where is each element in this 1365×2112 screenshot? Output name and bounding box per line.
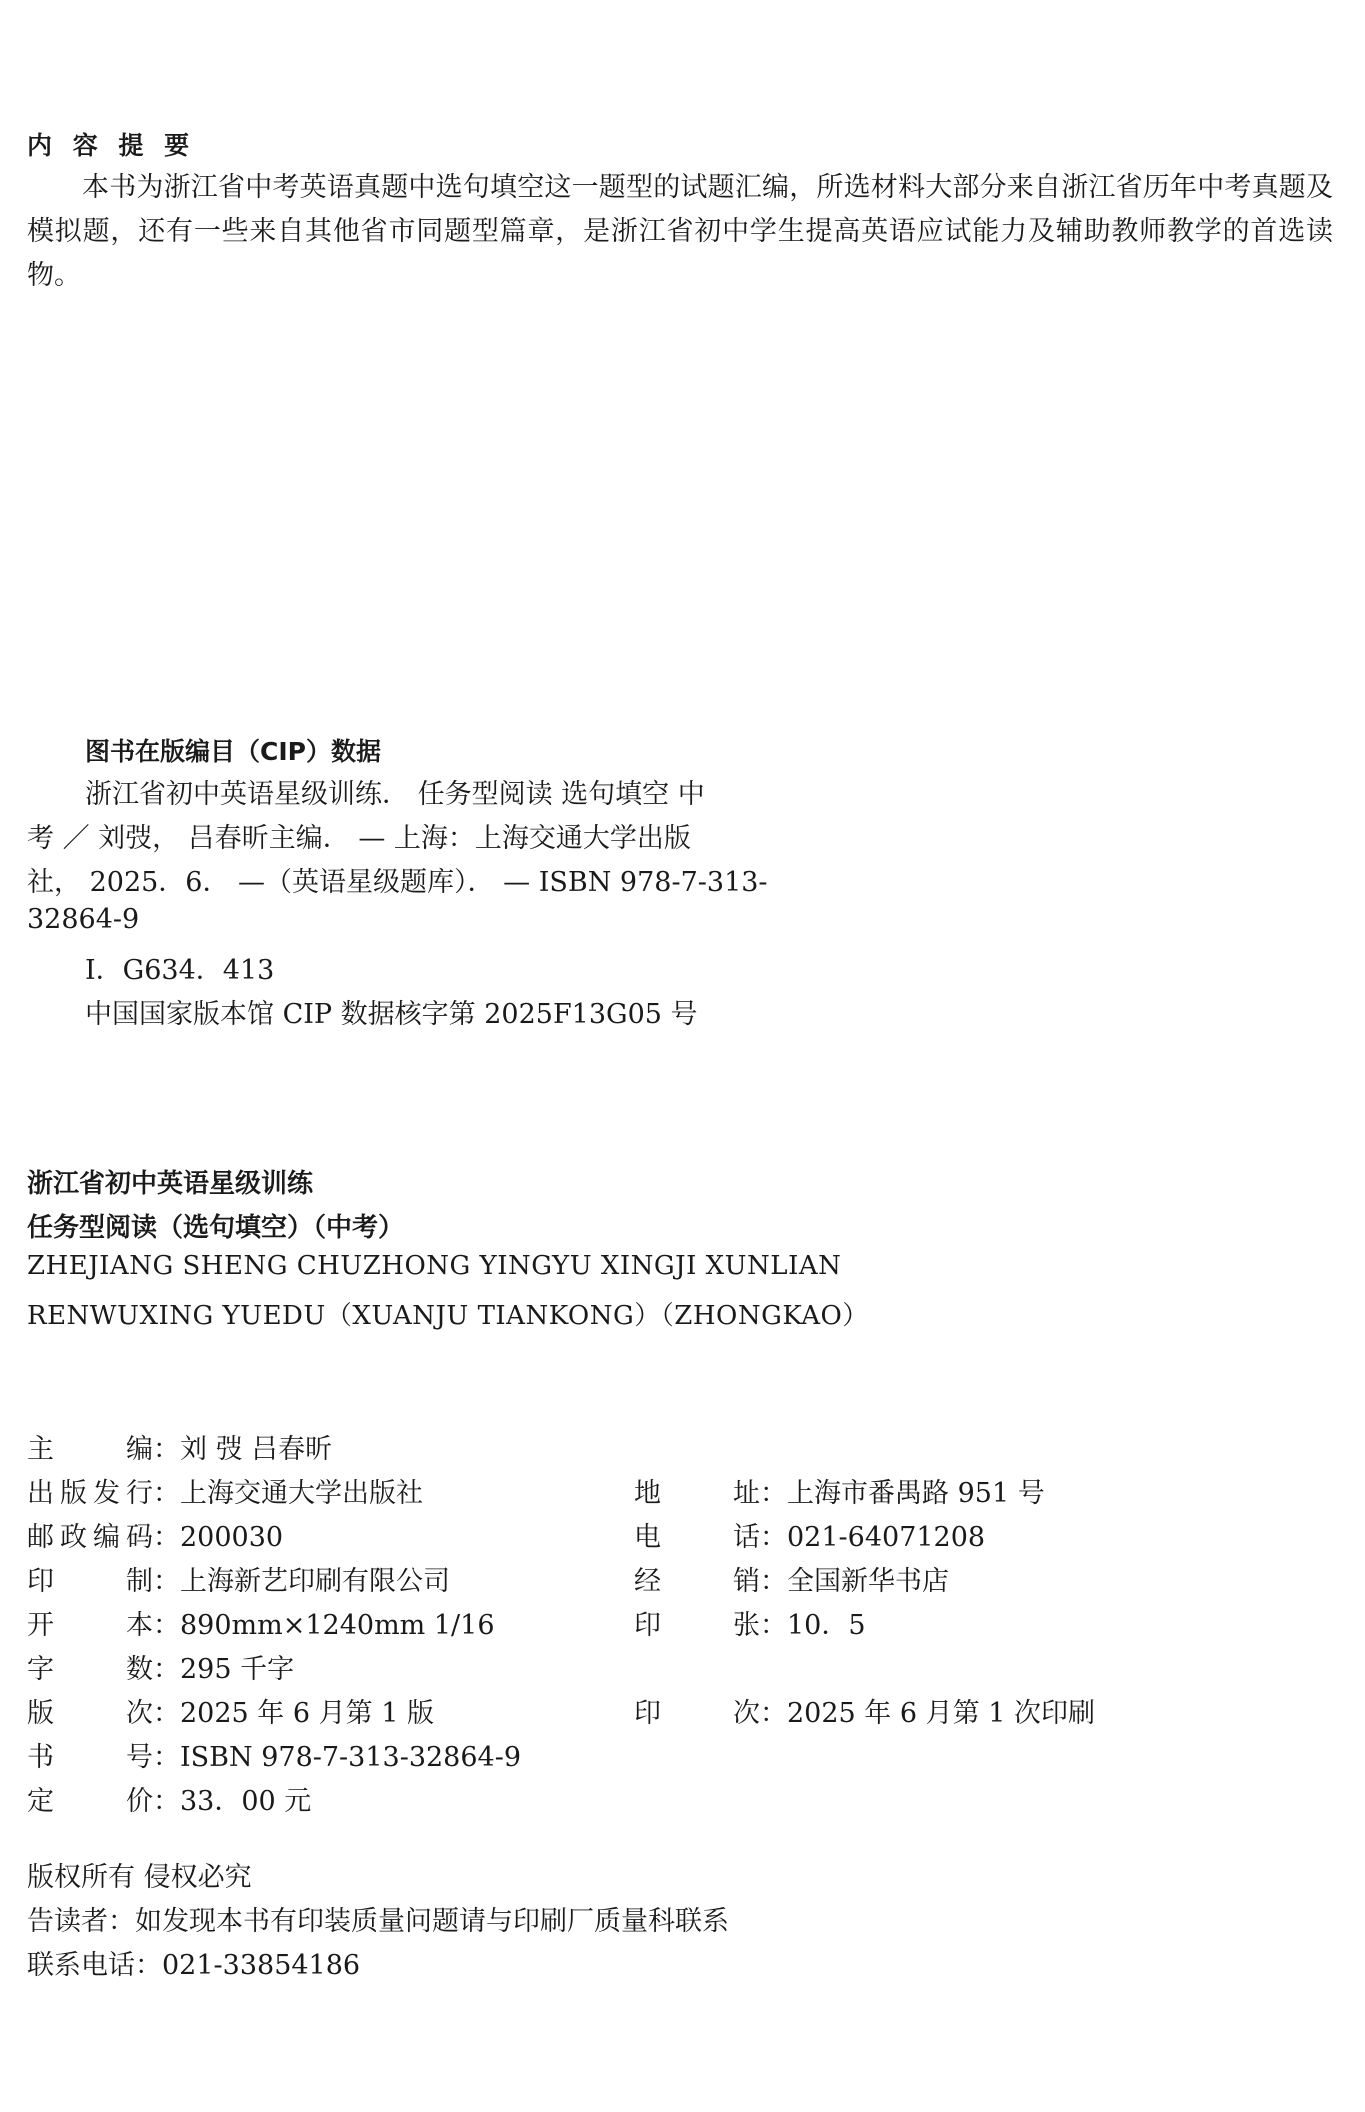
pub-value: 上海市番禺路 951 号 [787, 1478, 1045, 1509]
summary-heading: 内 容 提 要 [27, 131, 196, 160]
pub-row-printer [27, 1559, 450, 1599]
pub-label: 版次 [27, 1698, 153, 1729]
pub-colon: ： [153, 1522, 180, 1553]
pub-label: 定价 [27, 1786, 153, 1817]
pub-colon: ： [153, 1610, 180, 1641]
pub-row-price [27, 1779, 311, 1819]
pub-value: ISBN 978-7-313-32864-9 [180, 1742, 522, 1773]
copyright-notice: 版权所有 侵权必究 [27, 1862, 252, 1893]
pub-label: 印张 [634, 1610, 760, 1641]
pub-value: 200030 [180, 1522, 284, 1553]
pub-value: 2025 年 6 月第 1 版 [180, 1698, 434, 1729]
pub-label: 开本 [27, 1610, 153, 1641]
pub-colon: ： [153, 1786, 180, 1817]
cip-heading: 图书在版编目（CIP）数据 [85, 737, 381, 766]
pub-value: 021-64071208 [787, 1522, 986, 1553]
pub-row-format [27, 1603, 495, 1643]
pub-row-address [634, 1471, 1045, 1511]
contact-phone: 联系电话：021-33854186 [27, 1950, 361, 1981]
cip-classification: Ⅰ．G634．413 [85, 955, 275, 986]
pub-row-isbn [27, 1735, 521, 1775]
pub-value: 刘 弢 吕春昕 [180, 1434, 333, 1465]
pub-row-wordcount [27, 1647, 294, 1687]
pub-label: 主编 [27, 1434, 153, 1465]
pub-row-edition [27, 1691, 434, 1731]
pub-colon: ： [153, 1478, 180, 1509]
pub-value: 上海新艺印刷有限公司 [180, 1566, 450, 1597]
pub-colon: ： [153, 1566, 180, 1597]
pub-colon: ： [153, 1434, 180, 1465]
pub-row-distributor [634, 1559, 949, 1599]
pub-row-printing [634, 1691, 1095, 1731]
pub-label: 电话 [634, 1522, 760, 1553]
pub-row-editor [27, 1427, 332, 1467]
pub-label: 印次 [634, 1698, 760, 1729]
pub-label: 地址 [634, 1478, 760, 1509]
book-subtitle-pinyin: RENWUXING YUEDU（XUANJU TIANKONG）（ZHONGKAO） [27, 1301, 869, 1331]
pub-colon: ： [760, 1566, 787, 1597]
pub-colon: ： [760, 1478, 787, 1509]
pub-label: 印制 [27, 1566, 153, 1597]
reader-notice: 告读者：如发现本书有印装质量问题请与印刷厂质量科联系 [27, 1906, 729, 1937]
pub-row-phone [634, 1515, 985, 1555]
pub-colon: ： [153, 1742, 180, 1773]
cip-line: 考 ／ 刘弢， 吕春昕主编． — 上海：上海交通大学出版 [27, 823, 691, 854]
pub-colon: ： [153, 1654, 180, 1685]
pub-row-postcode [27, 1515, 283, 1555]
pub-value: 10．5 [787, 1610, 866, 1641]
pub-value: 33．00 元 [180, 1786, 312, 1817]
cip-line: 社， 2025．6． —（英语星级题库）． — ISBN 978-7-313- [27, 867, 768, 898]
pub-label: 邮政编码 [27, 1522, 153, 1553]
pub-label: 字数 [27, 1654, 153, 1685]
book-subtitle: 任务型阅读（选句填空）（中考） [27, 1213, 405, 1243]
book-title-pinyin: ZHEJIANG SHENG CHUZHONG YINGYU XINGJI XUNLIAN [27, 1251, 842, 1281]
pub-row-sheets [634, 1603, 866, 1643]
pub-value: 上海交通大学出版社 [180, 1478, 423, 1509]
pub-label: 经销 [634, 1566, 760, 1597]
pub-row-publisher [27, 1471, 423, 1511]
cip-line: 32864-9 [27, 904, 140, 935]
pub-label: 出版发行 [27, 1478, 153, 1509]
pub-value: 890mm×1240mm 1/16 [180, 1610, 495, 1641]
pub-colon: ： [760, 1522, 787, 1553]
book-title: 浙江省初中英语星级训练 [27, 1169, 314, 1199]
summary-body: 本书为浙江省中考英语真题中选句填空这一题型的试题汇编，所选材料大部分来自浙江省历年中考真题及模拟题，还有一些来自其他省市同题型篇章，是浙江省初中学生提高英语应试能力及辅助教师教学的首选读物。 [27, 172, 1333, 291]
cip-line: 浙江省初中英语星级训练． 任务型阅读 选句填空 中 [85, 779, 705, 810]
cip-record-number: 中国国家版本馆 CIP 数据核字第 2025F13G05 号 [85, 999, 698, 1030]
pub-colon: ： [760, 1698, 787, 1729]
pub-colon: ： [760, 1610, 787, 1641]
pub-value: 2025 年 6 月第 1 次印刷 [787, 1698, 1095, 1729]
pub-value: 295 千字 [180, 1654, 295, 1685]
pub-colon: ： [153, 1698, 180, 1729]
pub-label: 书号 [27, 1742, 153, 1773]
pub-value: 全国新华书店 [787, 1566, 949, 1597]
